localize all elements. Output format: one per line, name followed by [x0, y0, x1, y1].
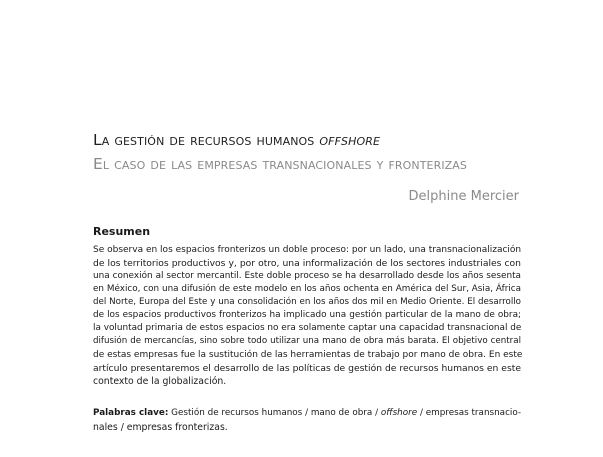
keywords-line: nales / empresas fronterizas.: [93, 421, 228, 433]
abstract-line: de estas empresas fue la sustitución de las herramientas de trabajo por mano de obra. En este: [93, 349, 523, 360]
article-title: [93, 131, 533, 149]
abstract-line: la voluntad primaria de estos espacios no era solamente captar una capacidad transnacional de: [93, 323, 522, 334]
keywords-text: Gestión de recursos humanos / mano de obra /: [168, 408, 381, 418]
abstract-line: de los espacios productivos fronterizos ha implicado una gestión particular de la mano de obra;: [93, 310, 521, 321]
article-title-main: La gestión de recursos humanos: [93, 131, 320, 149]
abstract-line: contexto de la globalización.: [93, 375, 227, 387]
article-subtitle: El caso de las empresas transnacionales y fronterizas: [93, 155, 468, 173]
keywords-label: Palabras clave:: [93, 408, 169, 418]
keywords-line: [93, 407, 521, 421]
keywords-text: / empresas transnacio-: [417, 408, 522, 418]
abstract-line: Se observa en los espacios fronterizos un doble proceso: por un lado, una transnacionalización: [93, 245, 522, 255]
article-title-emphasis: offshore: [319, 131, 381, 149]
abstract-line: difusión de mercancías, sino sobre todo utilizar una mano de obra más barata. El objetivo central: [93, 336, 521, 347]
keywords-block: [93, 407, 531, 434]
abstract-line: una conexión al sector mercantil. Este doble proceso se ha desarrollado desde los años sesenta: [93, 271, 521, 282]
keywords-italic-term: offshore: [380, 408, 418, 418]
abstract-line: del Norte, Europa del Este y una consolidación en los años dos mil en Medio Oriente. El desarrollo: [93, 297, 521, 308]
abstract-body: [93, 244, 531, 388]
abstract-line: en México, con una difusión de este modelo en los años ochenta en América del Sur, Asia, África: [93, 284, 521, 295]
abstract-line: de los territorios productivos y, por otro, una informalización de los sectores industriales con: [93, 258, 521, 270]
author-name: Delphine Mercier: [408, 189, 519, 204]
abstract-line: artículo presentaremos el desarrollo de las políticas de gestión de recursos humanos en este: [93, 362, 521, 374]
abstract-heading: Resumen: [93, 225, 151, 238]
